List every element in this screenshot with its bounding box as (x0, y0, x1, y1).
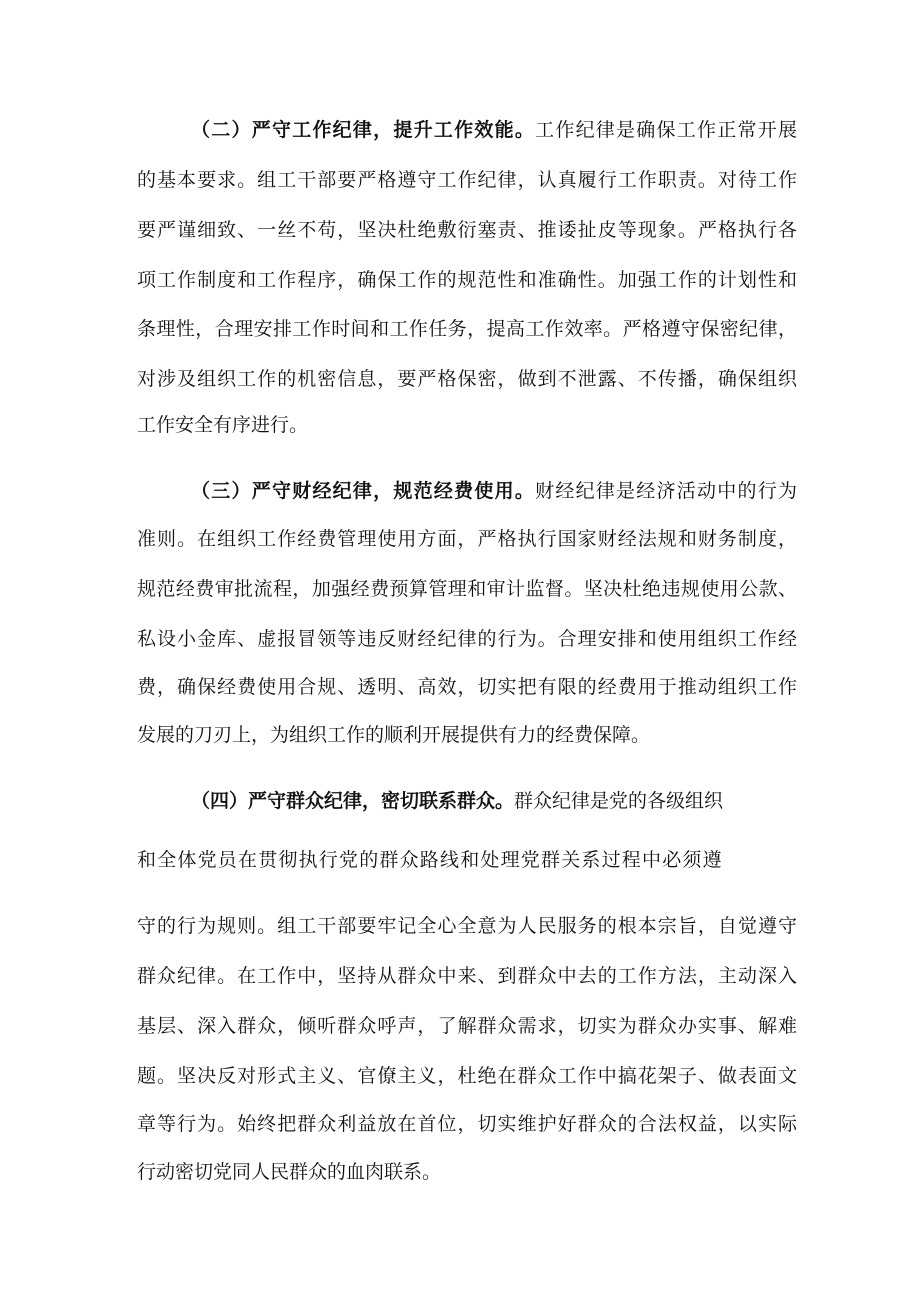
paragraph-line: 私设小金库、虚报冒领等违反财经纪律的行为。合理安排和使用组织工作经 (137, 628, 797, 650)
section-4-first-line-text: 群众纪律是党的各级组织 (514, 790, 724, 812)
paragraph-line: 题。坚决反对形式主义、官僚主义，杜绝在群众工作中搞花架子、做表面文 (137, 1065, 797, 1087)
paragraph-line: 准则。在组织工作经费管理使用方面，严格执行国家财经法规和财务制度， (137, 528, 797, 550)
section-3-first-line-text: 财经纪律是经济活动中的行为 (535, 480, 797, 502)
section-3-heading: （三）严守财经纪律，规范经费使用。 (191, 480, 536, 502)
section-4-heading: （四）严守群众纪律，密切联系群众。 (191, 790, 515, 812)
paragraph-line: 和全体党员在贯彻执行党的群众路线和处理党群关系过程中必须遵 (137, 849, 723, 871)
section-3-first-line (191, 474, 797, 508)
paragraph-line: 行动密切党同人民群众的血肉联系。 (137, 1161, 442, 1183)
paragraph-line: 工作安全有序进行。 (137, 414, 309, 436)
paragraph-line: 费，确保经费使用合规、透明、高效，切实把有限的经费用于推动组织工作 (137, 676, 797, 698)
paragraph-line: 守的行为规则。组工干部要牢记全心全意为人民服务的根本宗旨，自觉遵守 (137, 915, 797, 937)
paragraph-line: 要严谨细致、一丝不苟，坚决杜绝敷衍塞责、推诿扯皮等现象。严格执行各 (137, 219, 797, 241)
paragraph-line: 条理性，合理安排工作时间和工作任务，提高工作效率。严格遵守保密纪律， (137, 318, 797, 340)
paragraph-line: 项工作制度和工作程序，确保工作的规范性和准确性。加强工作的计划性和 (137, 269, 797, 291)
paragraph-line: 发展的刀刃上，为组织工作的顺利开展提供有力的经费保障。 (137, 724, 651, 746)
section-4-first-line (191, 784, 797, 818)
paragraph-line: 章等行为。始终把群众利益放在首位，切实维护好群众的合法权益，以实际 (137, 1113, 797, 1135)
paragraph-line: 基层、深入群众，倾听群众呼声，了解群众需求，切实为群众办实事、解难 (137, 1015, 797, 1037)
section-2-first-line (191, 113, 797, 147)
section-2-first-line-text: 工作纪律是确保工作正常开展 (535, 119, 797, 141)
section-2-heading: （二）严守工作纪律，提升工作效能。 (191, 119, 536, 141)
paragraph-line: 的基本要求。组工干部要严格遵守工作纪律，认真履行工作职责。对待工作 (137, 169, 797, 191)
paragraph-line: 对涉及组织工作的机密信息，要严格保密，做到不泄露、不传播，确保组织 (137, 368, 797, 390)
paragraph-line: 群众纪律。在工作中，坚持从群众中来、到群众中去的工作方法，主动深入 (137, 965, 797, 987)
paragraph-line: 规范经费审批流程，加强经费预算管理和审计监督。坚决杜绝违规使用公款、 (137, 578, 797, 600)
